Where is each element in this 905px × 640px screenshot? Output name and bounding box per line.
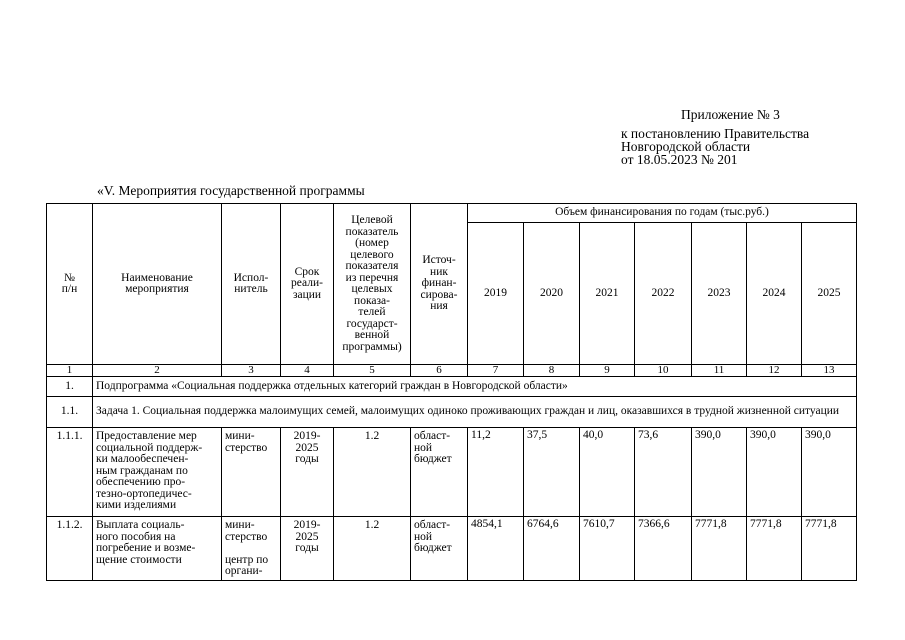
row-term: 2019- 2025 годы	[281, 517, 334, 581]
task-text: Задача 1. Социальная поддержка малоимущих семей, малоимущих одиноко проживающих граждан и лиц, оказавшихся в трудной жизненной ситуации	[93, 397, 857, 428]
header-num: № п/н	[47, 204, 93, 365]
row-value: 7771,8	[692, 517, 747, 581]
column-number: 9	[580, 365, 635, 377]
column-number: 2	[93, 365, 222, 377]
program-activities-table	[46, 203, 857, 581]
row-value: 73,6	[635, 428, 692, 517]
row-executor: мини- стерство центр по органи-	[222, 517, 281, 581]
header-year: 2022	[635, 223, 692, 365]
subprogram-num: 1.	[47, 377, 93, 397]
header-funding: Объем финансирования по годам (тыс.руб.)	[468, 204, 857, 223]
header-executor: Испол- нитель	[222, 204, 281, 365]
row-value: 7771,8	[747, 517, 802, 581]
column-number: 5	[334, 365, 411, 377]
row-value: 7771,8	[802, 517, 857, 581]
subprogram-row	[47, 377, 857, 397]
header-name: Наименование мероприятия	[93, 204, 222, 365]
row-num: 1.1.1.	[47, 428, 93, 517]
header-year: 2020	[524, 223, 580, 365]
row-num: 1.1.2.	[47, 517, 93, 581]
row-value: 7610,7	[580, 517, 635, 581]
column-number: 12	[747, 365, 802, 377]
appendix-title: Приложение № 3	[681, 107, 780, 122]
table-row	[47, 517, 857, 581]
appendix-block	[621, 108, 809, 166]
column-number: 8	[524, 365, 580, 377]
task-row	[47, 397, 857, 428]
row-value: 40,0	[580, 428, 635, 517]
row-value: 6764,6	[524, 517, 580, 581]
row-value: 390,0	[747, 428, 802, 517]
row-value: 37,5	[524, 428, 580, 517]
appendix-line: к постановлению Правительства	[621, 126, 810, 141]
row-executor: мини- стерство	[222, 428, 281, 517]
subprogram-text: Подпрограмма «Социальная поддержка отдельных категорий граждан в Новгородской области»	[93, 377, 857, 397]
row-source: област- ной бюджет	[411, 517, 468, 581]
column-number: 3	[222, 365, 281, 377]
header-term: Срок реали- зации	[281, 204, 334, 365]
column-number: 4	[281, 365, 334, 377]
column-number: 7	[468, 365, 524, 377]
header-year: 2025	[802, 223, 857, 365]
table-row	[47, 428, 857, 517]
row-value: 390,0	[692, 428, 747, 517]
row-source: област- ной бюджет	[411, 428, 468, 517]
row-term: 2019- 2025 годы	[281, 428, 334, 517]
appendix-line: Новгородской области	[621, 139, 751, 154]
header-indicator: Целевой показатель (номер целевого показателя из перечня целевых показа- телей государст- венной программы)	[334, 204, 411, 365]
section-title: «V. Мероприятия государственной программы	[97, 183, 365, 198]
appendix-line: от 18.05.2023 № 201	[621, 152, 738, 167]
row-value: 11,2	[468, 428, 524, 517]
column-number: 10	[635, 365, 692, 377]
header-year: 2019	[468, 223, 524, 365]
header-year: 2021	[580, 223, 635, 365]
header-row-top	[47, 204, 857, 223]
row-indicator: 1.2	[334, 517, 411, 581]
header-year: 2023	[692, 223, 747, 365]
column-number: 6	[411, 365, 468, 377]
row-name: Предоставление мер социальной поддерж- ки малообеспечен- ным гражданам по обеспечению про- тезно-ортопедичес- кими изделиями	[93, 428, 222, 517]
column-numbers-row	[47, 365, 857, 377]
row-value: 4854,1	[468, 517, 524, 581]
column-number: 11	[692, 365, 747, 377]
header-source: Источ- ник финан- сирова- ния	[411, 204, 468, 365]
row-name: Выплата социаль- ного пособия на погребение и возме- щение стоимости	[93, 517, 222, 581]
task-num: 1.1.	[47, 397, 93, 428]
row-indicator: 1.2	[334, 428, 411, 517]
row-value: 7366,6	[635, 517, 692, 581]
row-value: 390,0	[802, 428, 857, 517]
column-number: 1	[47, 365, 93, 377]
header-year: 2024	[747, 223, 802, 365]
column-number: 13	[802, 365, 857, 377]
